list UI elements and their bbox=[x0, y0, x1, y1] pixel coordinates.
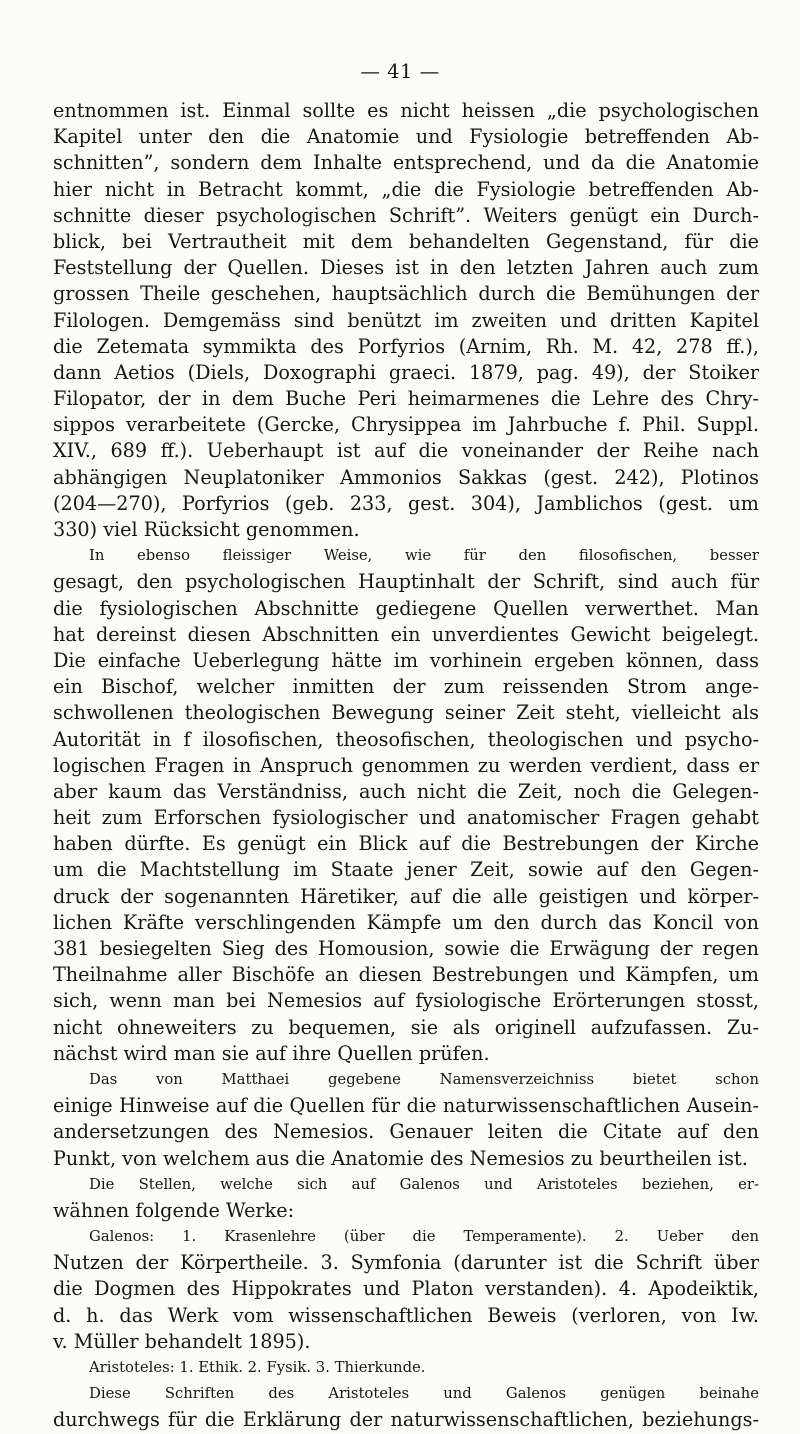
text-line: Filopator, der in dem Buche Peri heimarmenes die Lehre des Chry- bbox=[53, 387, 759, 411]
text-line: ein Bischof, welcher inmitten der zum reissenden Strom ange- bbox=[53, 675, 759, 699]
text-line: Kapitel unter den die Anatomie und Fysiologie betreffenden Ab- bbox=[53, 125, 759, 149]
text-line: Aristoteles: 1. Ethik. 2. Fysik. 3. Thierkunde. bbox=[89, 1359, 426, 1376]
text-line: logischen Fragen in Anspruch genommen zu werden verdient, dass er bbox=[53, 753, 759, 777]
text-line: nicht ohneweiters zu bequemen, sie als originell aufzufassen. Zu- bbox=[53, 1015, 759, 1039]
text-line: gesagt, den psychologischen Hauptinhalt der Schrift, sind auch für bbox=[53, 570, 759, 594]
text-line: sich, wenn man bei Nemesios auf fysiologische Erörterungen stosst, bbox=[53, 989, 759, 1013]
text-line: sippos verarbeitete (Gercke, Chrysippea im Jahrbuche f. Phil. Suppl. bbox=[53, 413, 759, 437]
text-line: schnitte dieser psychologischen Schrift”. Weiters genügt ein Durch- bbox=[53, 203, 759, 227]
text-line: die Dogmen des Hippokrates und Platon verstanden). 4. Apodeiktik, bbox=[53, 1277, 759, 1301]
text-line: wähnen folgende Werke: bbox=[53, 1198, 295, 1222]
text-line: Autorität in f ilosofischen, theosofischen, theologischen und psycho- bbox=[53, 727, 759, 751]
text-line: die Zetemata symmikta des Porfyrios (Arnim, Rh. M. 42, 278 ff.), bbox=[53, 334, 759, 358]
text-line: hat dereinst diesen Abschnitten ein unverdientes Gewicht beigelegt. bbox=[53, 622, 759, 646]
text-line: XIV., 689 ff.). Ueberhaupt ist auf die voneinander der Reihe nach bbox=[53, 439, 759, 463]
text-line: Filologen. Demgemäss sind benützt im zweiten und dritten Kapitel bbox=[53, 308, 759, 332]
text-line: abhängigen Neuplatoniker Ammonios Sakkas (gest. 242), Plotinos bbox=[53, 465, 759, 489]
text-line: Die einfache Ueberlegung hätte im vorhinein ergeben können, dass bbox=[53, 648, 759, 672]
text-line: grossen Theile geschehen, hauptsächlich durch die Bemühungen der bbox=[53, 282, 759, 306]
text-line: Das von Matthaei gegebene Namensverzeichniss bietet schon bbox=[89, 1070, 759, 1088]
text-line: nächst wird man sie auf ihre Quellen prüfen. bbox=[53, 1041, 490, 1065]
text-line: um die Machtstellung im Staate jener Zeit, sowie auf den Gegen- bbox=[53, 858, 759, 882]
text-line: Die Stellen, welche sich auf Galenos und Aristoteles beziehen, er- bbox=[89, 1175, 759, 1193]
text-line: schwollenen theologischen Bewegung seiner Zeit steht, vielleicht als bbox=[53, 701, 759, 725]
text-line: Nutzen der Körpertheile. 3. Symfonia (darunter ist die Schrift über bbox=[53, 1251, 759, 1275]
text-line: haben dürfte. Es genügt ein Blick auf die Bestrebungen der Kirche bbox=[53, 832, 759, 856]
text-line: In ebenso fleissiger Weise, wie für den filosofischen, besser bbox=[89, 547, 759, 565]
text-line: andersetzungen des Nemesios. Genauer leiten die Citate auf den bbox=[53, 1120, 759, 1144]
text-line: blick, bei Vertrautheit mit dem behandelten Gegenstand, für die bbox=[53, 229, 759, 253]
text-line: lichen Kräfte verschlingenden Kämpfe um den durch das Koncil von bbox=[53, 910, 759, 934]
body-text bbox=[53, 98, 759, 1434]
text-line: Theilnahme aller Bischöfe an diesen Bestrebungen und Kämpfen, um bbox=[53, 963, 759, 987]
text-line: dann Aetios (Diels, Doxographi graeci. 1879, pag. 49), der Stoiker bbox=[53, 360, 759, 384]
text-line: 381 besiegelten Sieg des Homousion, sowie die Erwägung der regen bbox=[53, 937, 759, 960]
text-line: (204—270), Porfyrios (geb. 233, gest. 304), Jamblichos (gest. um bbox=[53, 491, 759, 515]
text-line: heit zum Erforschen fysiologischer und anatomischer Fragen gehabt bbox=[53, 806, 759, 830]
text-line: Feststellung der Quellen. Dieses ist in den letzten Jahren auch zum bbox=[53, 256, 759, 280]
text-line: aber kaum das Verständniss, auch nicht die Zeit, noch die Gelegen- bbox=[53, 779, 759, 803]
text-line: d. h. das Werk vom wissenschaftlichen Beweis (verloren, von Iw. bbox=[53, 1303, 759, 1327]
text-line: druck der sogenannten Häretiker, auf die alle geistigen und körper- bbox=[53, 884, 759, 908]
text-line: entnommen ist. Einmal sollte es nicht heissen „die psychologischen bbox=[53, 99, 759, 122]
text-line: einige Hinweise auf die Quellen für die naturwissenschaftlichen Ausein- bbox=[53, 1094, 759, 1118]
text-line: hier nicht in Betracht kommt, „die die Fysiologie betreffenden Ab- bbox=[53, 177, 759, 201]
text-line: durchwegs für die Erklärung der naturwissenschaftlichen, beziehungs- bbox=[53, 1408, 759, 1432]
text-line: Galenos: 1. Krasenlehre (über die Temperamente). 2. Ueber den bbox=[89, 1228, 759, 1246]
text-line: 330) viel Rücksicht genommen. bbox=[53, 518, 360, 541]
text-line: Diese Schriften des Aristoteles und Galenos genügen beinahe bbox=[89, 1385, 759, 1403]
text-line: die fysiologischen Abschnitte gediegene Quellen verwerthet. Man bbox=[53, 596, 759, 620]
text-line: schnitten”, sondern dem Inhalte entsprechend, und da die Anatomie bbox=[53, 151, 759, 175]
page-number: — 41 — bbox=[360, 60, 440, 83]
text-line: Punkt, von welchem aus die Anatomie des Nemesios zu beurtheilen ist. bbox=[53, 1146, 748, 1170]
text-line: v. Müller behandelt 1895). bbox=[53, 1329, 311, 1353]
